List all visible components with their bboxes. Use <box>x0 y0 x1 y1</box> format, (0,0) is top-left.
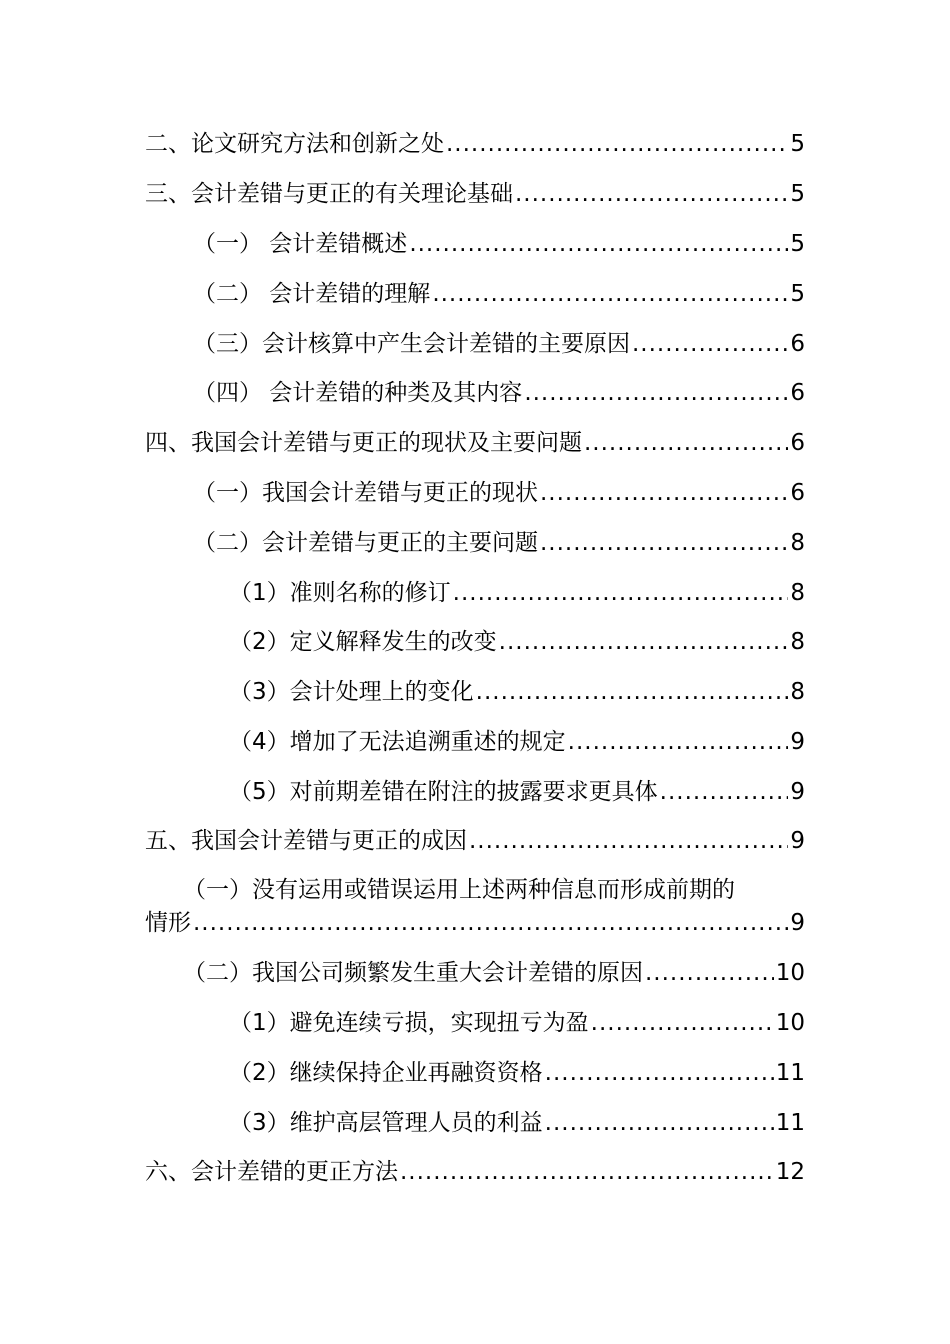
toc-entry-title: （1）准则名称的修订 <box>229 580 451 606</box>
toc-entry-page: 9 <box>790 828 805 854</box>
toc-entry[interactable] <box>145 327 805 361</box>
toc-entry-page: 8 <box>790 580 805 606</box>
toc-leader-dots <box>432 277 788 311</box>
toc-entry-page: 11 <box>775 1060 805 1086</box>
toc-entry[interactable] <box>145 1155 805 1189</box>
toc-entry-page: 10 <box>775 1010 805 1036</box>
toc-entry-title: （一）我国会计差错与更正的现状 <box>193 480 538 506</box>
toc-entry-title: 三、会计差错与更正的有关理论基础 <box>145 181 513 207</box>
toc-entry-page: 5 <box>790 281 805 307</box>
toc-entry-title: （一）没有运用或错误运用上述两种信息而形成前期的 <box>183 877 735 903</box>
toc-entry-page: 5 <box>790 131 805 157</box>
toc-leader-dots <box>453 576 789 610</box>
toc-entry[interactable] <box>145 177 805 211</box>
toc-leader-dots <box>584 426 788 460</box>
toc-entry[interactable] <box>145 526 805 560</box>
toc-leader-dots <box>524 376 788 410</box>
toc-entry[interactable] <box>145 576 805 610</box>
toc-entry[interactable] <box>145 625 805 659</box>
toc-leader-dots <box>499 625 789 659</box>
toc-leader-dots <box>193 906 788 940</box>
toc-leader-dots <box>446 127 788 161</box>
toc-leader-dots <box>632 327 788 361</box>
toc-leader-dots <box>400 1155 774 1189</box>
toc-entry[interactable] <box>145 675 805 709</box>
toc-entry-page: 9 <box>790 729 805 755</box>
toc-entry-title: （1）避免连续亏损，实现扭亏为盈 <box>229 1010 589 1036</box>
toc-leader-dots <box>660 775 789 809</box>
toc-entry[interactable] <box>145 426 805 460</box>
toc-entry-page: 8 <box>790 629 805 655</box>
toc-leader-dots <box>469 824 788 858</box>
toc-entry-page: 6 <box>790 380 805 406</box>
toc-entry-page: 9 <box>790 910 805 936</box>
toc-leader-dots <box>476 675 789 709</box>
toc-entry[interactable] <box>145 1006 805 1040</box>
toc-entry-title: （3）会计处理上的变化 <box>229 679 474 705</box>
toc-leader-dots <box>409 227 788 261</box>
toc-entry[interactable] <box>145 1106 805 1140</box>
toc-leader-dots <box>540 526 788 560</box>
toc-entry-page: 11 <box>775 1110 805 1136</box>
toc-entry-page: 10 <box>775 960 805 986</box>
toc-entry-title: （二）我国公司频繁发生重大会计差错的原因 <box>183 960 643 986</box>
toc-leader-dots <box>645 956 774 990</box>
toc-entry-wrapped-line1[interactable] <box>145 873 805 907</box>
toc-entry[interactable] <box>145 725 805 759</box>
toc-entry[interactable] <box>145 376 805 410</box>
toc-entry-title: （三）会计核算中产生会计差错的主要原因 <box>193 331 630 357</box>
toc-entry-title: 五、我国会计差错与更正的成因 <box>145 828 467 854</box>
toc-entry-title: （4）增加了无法追溯重述的规定 <box>229 729 566 755</box>
toc-leader-dots <box>591 1006 774 1040</box>
toc-entry[interactable] <box>145 775 805 809</box>
toc-leader-dots <box>545 1106 774 1140</box>
toc-entry[interactable] <box>145 277 805 311</box>
toc-entry-page: 6 <box>790 480 805 506</box>
toc-entry-title: （3）维护高层管理人员的利益 <box>229 1110 543 1136</box>
toc-entry[interactable] <box>145 824 805 858</box>
toc-leader-dots <box>545 1056 774 1090</box>
toc-entry[interactable] <box>145 227 805 261</box>
toc-entry-page: 5 <box>790 181 805 207</box>
toc-entry[interactable] <box>145 127 805 161</box>
toc-entry-page: 5 <box>790 231 805 257</box>
toc-leader-dots <box>568 725 789 759</box>
toc-entry-page: 6 <box>790 430 805 456</box>
toc-entry-wrapped-line2[interactable] <box>145 906 805 940</box>
toc-entry-title-continued: 情形 <box>145 910 191 936</box>
toc-entry-page: 6 <box>790 331 805 357</box>
toc-entry-title: 二、论文研究方法和创新之处 <box>145 131 444 157</box>
toc-entry-page: 8 <box>790 530 805 556</box>
toc-entry-page: 8 <box>790 679 805 705</box>
toc-leader-dots <box>515 177 788 211</box>
toc-entry[interactable] <box>145 476 805 510</box>
toc-entry[interactable] <box>145 1056 805 1090</box>
toc-entry[interactable] <box>145 956 805 990</box>
toc-entry-title: （二）会计差错与更正的主要问题 <box>193 530 538 556</box>
toc-entry-title: （二） 会计差错的理解 <box>193 281 431 307</box>
toc-entry-title: （四） 会计差错的种类及其内容 <box>193 380 523 406</box>
toc-entry-title: （5）对前期差错在附注的披露要求更具体 <box>229 779 658 805</box>
toc-entry-page: 9 <box>790 779 805 805</box>
toc-entry-title: （一） 会计差错概述 <box>193 231 408 257</box>
toc-entry-page: 12 <box>775 1159 805 1185</box>
toc-leader-dots <box>540 476 788 510</box>
toc-entry-title: 六、会计差错的更正方法 <box>145 1159 398 1185</box>
toc-entry-title: （2）继续保持企业再融资资格 <box>229 1060 543 1086</box>
toc-entry-title: （2）定义解释发生的改变 <box>229 629 497 655</box>
toc-entry-title: 四、我国会计差错与更正的现状及主要问题 <box>145 430 582 456</box>
